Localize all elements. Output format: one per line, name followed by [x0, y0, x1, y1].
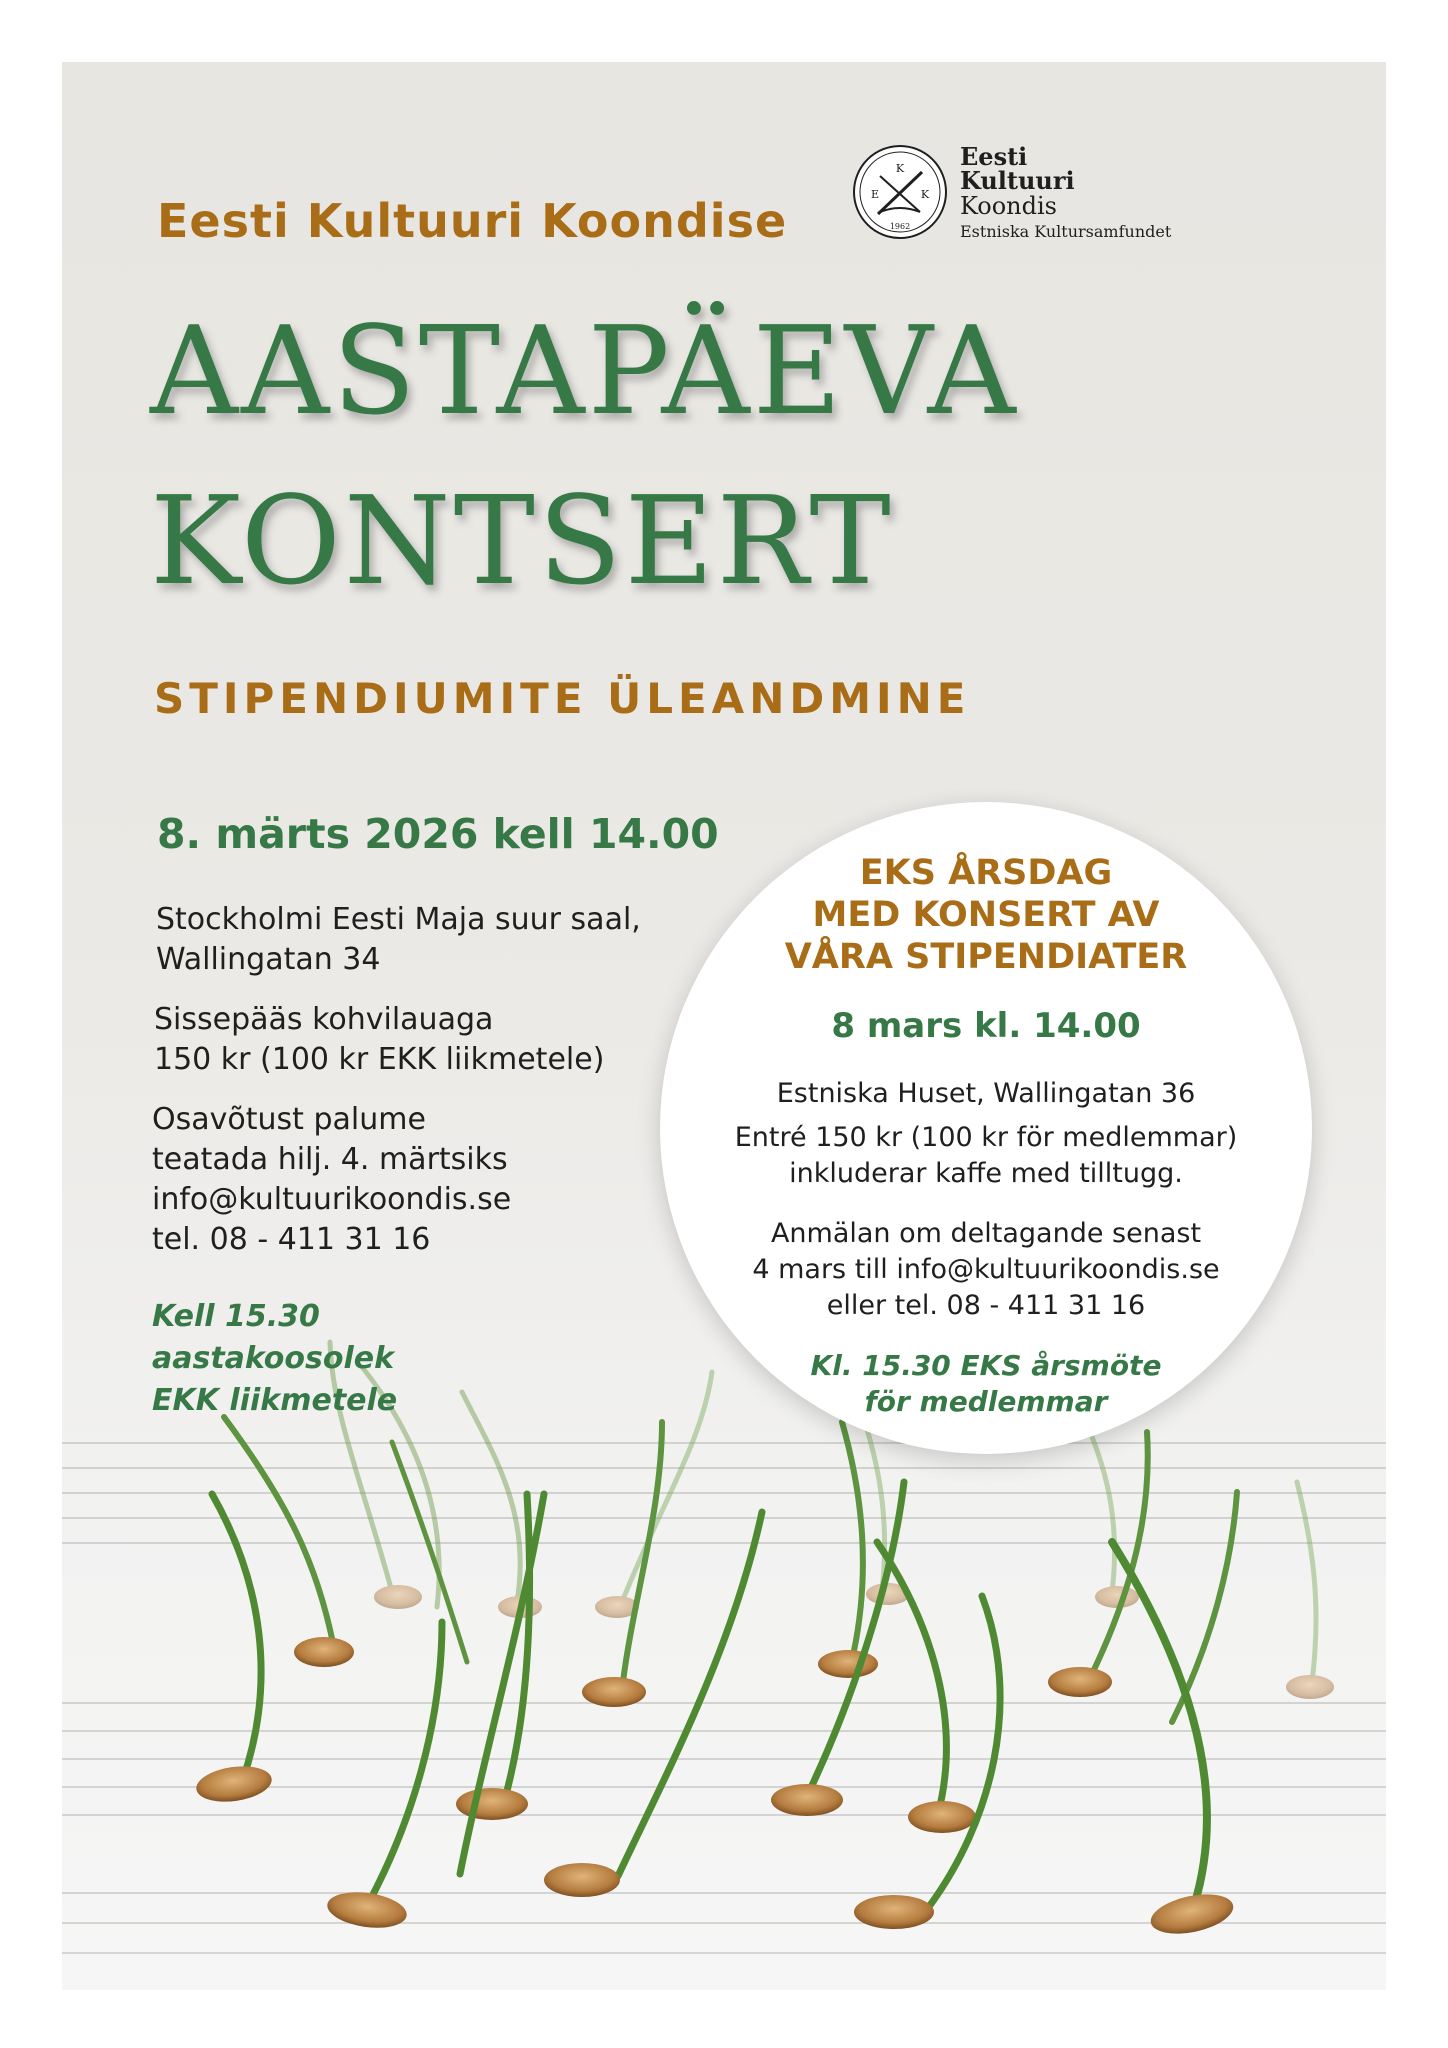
- swedish-heading: [660, 852, 1312, 978]
- seal-emblem-icon: [850, 142, 950, 242]
- poster: [62, 62, 1386, 1990]
- event-date-estonian: 8. märts 2026 kell 14.00: [157, 810, 719, 858]
- title-line-2: KONTSERT: [150, 470, 894, 612]
- swedish-heading-line: MED KONSERT AV: [812, 895, 1160, 935]
- svg-text:K: K: [895, 162, 905, 175]
- logo-word-kultuuri: Kultuuri: [960, 166, 1075, 195]
- svg-text:K: K: [920, 188, 930, 201]
- subtitle: STIPENDIUMITE ÜLEANDMINE: [154, 674, 971, 723]
- venue-estonian: [156, 900, 641, 980]
- logo-swedish-name: Estniska Kultursamfundet: [960, 222, 1172, 241]
- ekk-logo: [850, 142, 1190, 262]
- meeting-line: Kl. 15.30 EKS årsmöte: [810, 1349, 1162, 1382]
- rsvp-swedish: [660, 1216, 1312, 1324]
- rsvp-email: info@kultuurikoondis.se: [152, 1182, 512, 1217]
- rsvp-line: Osavõtust palume: [152, 1102, 426, 1137]
- swedish-heading-line: VÅRA STIPENDIATER: [784, 937, 1188, 977]
- logo-word-eesti: Eesti: [960, 142, 1028, 171]
- venue-line: Stockholmi Eesti Maja suur saal,: [156, 902, 641, 937]
- rsvp-line: eller tel. 08 - 411 31 16: [826, 1290, 1146, 1321]
- annual-meeting-swedish: [660, 1348, 1312, 1420]
- entry-fee-estonian: [154, 1000, 604, 1080]
- entry-line: 150 kr (100 kr EKK liikmetele): [154, 1042, 605, 1077]
- meeting-line: Kell 15.30: [152, 1299, 320, 1334]
- entry-fee-swedish: [660, 1120, 1312, 1192]
- venue-swedish: Estniska Huset, Wallingatan 36: [776, 1078, 1196, 1109]
- annual-meeting-estonian: [152, 1296, 397, 1422]
- logo-word-koondis: Koondis: [960, 192, 1057, 220]
- rsvp-line: 4 mars till info@kultuurikoondis.se: [752, 1254, 1220, 1285]
- entry-line: Sissepääs kohvilauaga: [154, 1002, 494, 1037]
- title-line-1: AASTAPÄEVA: [150, 300, 1019, 442]
- meeting-line: för medlemmar: [864, 1385, 1108, 1418]
- entry-line: inkluderar kaffe med tilltugg.: [789, 1158, 1183, 1189]
- rsvp-phone: tel. 08 - 411 31 16: [152, 1222, 431, 1257]
- rsvp-line: teatada hilj. 4. märtsiks: [152, 1142, 508, 1177]
- swedish-info-circle: [660, 802, 1312, 1454]
- svg-text:E: E: [870, 188, 880, 201]
- rsvp-line: Anmälan om deltagande senast: [770, 1218, 1202, 1249]
- swedish-heading-line: EKS ÅRSDAG: [859, 853, 1113, 893]
- organization-heading: Eesti Kultuuri Koondise: [157, 194, 788, 248]
- meeting-line: EKK liikmetele: [152, 1383, 398, 1418]
- event-date-swedish: 8 mars kl. 14.00: [831, 1006, 1141, 1046]
- venue-line: Wallingatan 34: [156, 942, 381, 977]
- meeting-line: aastakoosolek: [152, 1341, 395, 1376]
- rsvp-estonian: [152, 1100, 511, 1260]
- entry-line: Entré 150 kr (100 kr för medlemmar): [734, 1122, 1238, 1153]
- svg-text:1962: 1962: [889, 222, 911, 231]
